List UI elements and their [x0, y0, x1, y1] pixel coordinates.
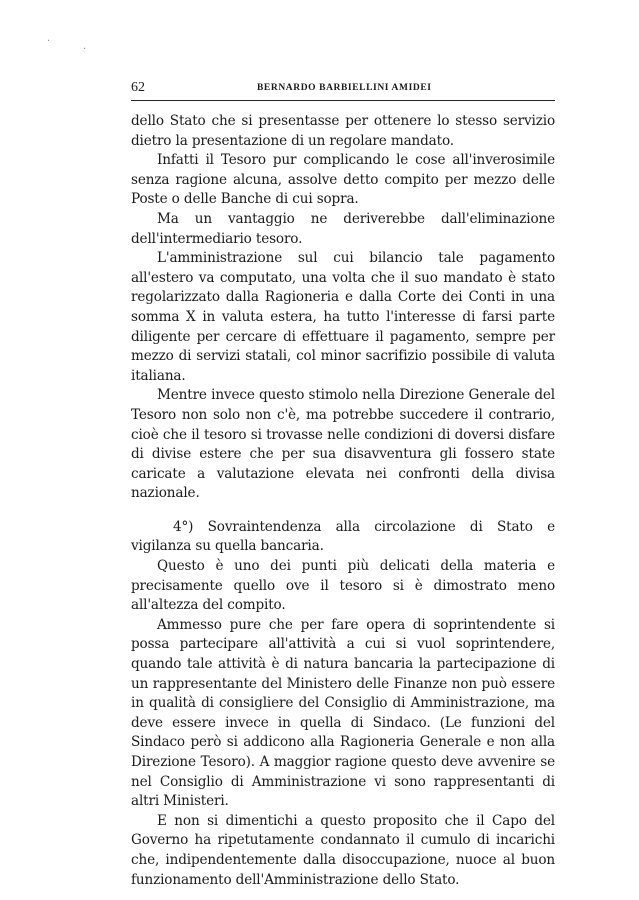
scan-speck: ·: [47, 36, 51, 47]
running-head: BERNARDO BARBIELLINI AMIDEI: [257, 83, 432, 93]
paragraph: E non si dimentichi a questo proposito che il Capo del Governo ha ripetutamente condannato il cumulo di incarichi che, indipendentemente dalla disoccupazione, nuoce al buon funzionamento dell'Amministrazione dello Stato.: [131, 812, 555, 888]
paragraph: dello Stato che si presentasse per ottenere lo stesso servizio dietro la presentazione di un regolare mandato.: [131, 113, 555, 149]
paragraph: Mentre invece questo stimolo nella Direzione Generale del Tesoro non solo non c'è, ma potrebbe succedere il contrario, cioè che il tesoro si trovasse nelle condizioni di doversi disfare di divise estere che per sua disavventura gli fossero state caricate a valutazione elevata nei confronti della divisa nazionale.: [131, 387, 555, 502]
paragraph: Ammesso pure che per fare opera di soprintendente si possa partecipare all'attività a cui si vuol soprintendere, quando tale attività è di natura bancaria la partecipazione di un rappresentante del Ministero delle Finanze non può essere in qualità di consigliere del Consiglio di Amministrazione, ma deve essere invece in quella di Sindaco. (Le funzioni del Sindaco però si addicono alla Ragioneria Generale e non alla Direzione Tesoro). A maggior ragione questo deve avvenire se nel Consiglio di Amministrazione vi sono rappresentanti di altri Ministeri.: [131, 616, 555, 810]
section-heading-paragraph: 4°) Sovraintendenza alla circolazione di Stato e vigilanza su quella bancaria.: [131, 518, 555, 555]
header-rule: [131, 100, 555, 101]
scan-speck: ·: [83, 44, 87, 55]
page-number: 62: [131, 80, 145, 95]
paragraph: L'amministrazione sul cui bilancio tale pagamento all'estero va computato, una volta che il suo mandato è stato regolarizzato dalla Ragioneria e dalla Corte dei Conti in una somma X in valuta estera, ha tutto l'interesse di farsi parte diligente per cercare di effettuare il pagamento, sempre per mezzo di servizi statali, col minor sacrifizio possibile di valuta italiana.: [131, 250, 555, 384]
body-text: [131, 112, 555, 890]
paragraph: Infatti il Tesoro pur complicando le cose all'inverosimile senza ragione alcuna, assolve detto compito per mezzo delle Poste o delle Banche di cui sopra.: [131, 152, 555, 208]
paragraph: Ma un vantaggio ne deriverebbe dall'eliminazione dell'intermediario tesoro.: [131, 210, 555, 247]
page-header: [131, 80, 555, 98]
paragraph: Questo è uno dei punti più delicati della materia e precisamente quello ove il tesoro si è dimostrato meno all'altezza del compito.: [131, 558, 555, 614]
